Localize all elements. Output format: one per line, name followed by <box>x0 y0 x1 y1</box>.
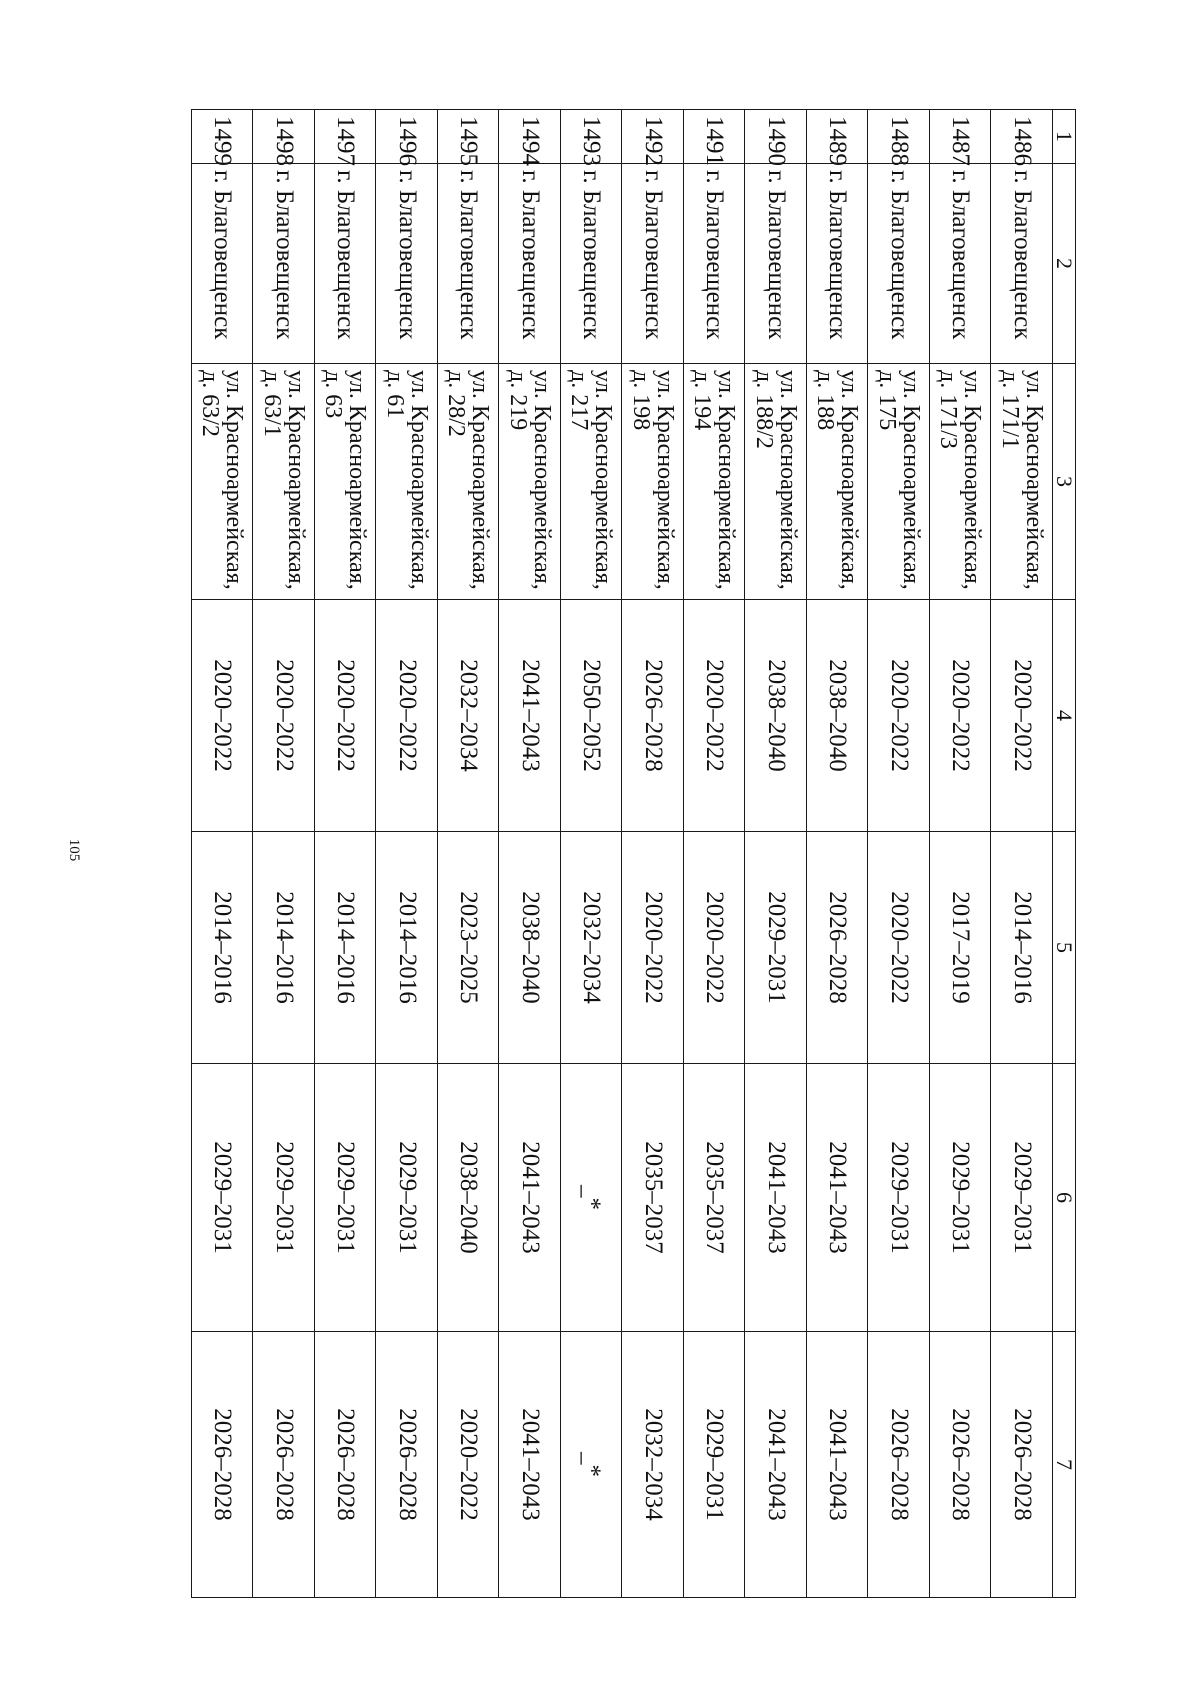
city-cell: г. Благовещенск <box>930 164 992 364</box>
table-row <box>745 110 807 1598</box>
period-col5-cell: 2014–2016 <box>315 832 377 1064</box>
period-col7-cell: 2041–2043 <box>807 1332 869 1598</box>
period-col4-cell: 2026–2028 <box>622 600 684 832</box>
address-cell: ул. Красноармейская, д. 63/2 <box>192 364 254 600</box>
period-col6-cell: 2029–2031 <box>253 1064 315 1332</box>
period-col4-cell: 2020–2022 <box>868 600 930 832</box>
city-cell: г. Благовещенск <box>499 164 561 364</box>
address-cell: ул. Красноармейская, д. 219 <box>499 364 561 600</box>
period-col6-cell: 2038–2040 <box>438 1064 500 1332</box>
city-cell: г. Благовещенск <box>991 164 1053 364</box>
column-header-7: 7 <box>1053 1332 1076 1598</box>
address-cell: ул. Красноармейская, д. 175 <box>868 364 930 600</box>
city-cell: г. Благовещенск <box>561 164 623 364</box>
city-cell: г. Благовещенск <box>376 164 438 364</box>
schedule-table <box>191 109 1076 1598</box>
period-col6-cell: _* <box>561 1064 623 1332</box>
table-row <box>192 110 254 1598</box>
row-number-cell: 1488 <box>868 110 930 164</box>
period-col7-cell: 2041–2043 <box>499 1332 561 1598</box>
period-col7-cell: 2020–2022 <box>438 1332 500 1598</box>
period-col4-cell: 2020–2022 <box>991 600 1053 832</box>
city-cell: г. Благовещенск <box>622 164 684 364</box>
period-col6-cell: 2041–2043 <box>499 1064 561 1332</box>
table-row <box>930 110 992 1598</box>
period-col4-cell: 2038–2040 <box>807 600 869 832</box>
period-col5-cell: 2023–2025 <box>438 832 500 1064</box>
table-row <box>376 110 438 1598</box>
address-cell: ул. Красноармейская, д. 63 <box>315 364 377 600</box>
period-col7-cell: 2026–2028 <box>376 1332 438 1598</box>
row-number-cell: 1489 <box>807 110 869 164</box>
row-number-cell: 1493 <box>561 110 623 164</box>
period-col4-cell: 2038–2040 <box>745 600 807 832</box>
city-cell: г. Благовещенск <box>438 164 500 364</box>
row-number-cell: 1490 <box>745 110 807 164</box>
period-col4-cell: 2020–2022 <box>930 600 992 832</box>
row-number-cell: 1495 <box>438 110 500 164</box>
period-col6-cell: 2029–2031 <box>868 1064 930 1332</box>
period-col5-cell: 2014–2016 <box>253 832 315 1064</box>
column-header-2: 2 <box>1053 164 1076 364</box>
city-cell: г. Благовещенск <box>253 164 315 364</box>
period-col4-cell: 2020–2022 <box>684 600 746 832</box>
row-number-cell: 1492 <box>622 110 684 164</box>
address-cell: ул. Красноармейская, д. 194 <box>684 364 746 600</box>
row-number-cell: 1486 <box>991 110 1053 164</box>
period-col5-cell: 2014–2016 <box>376 832 438 1064</box>
period-col7-cell: _* <box>561 1332 623 1598</box>
period-col5-cell: 2032–2034 <box>561 832 623 1064</box>
address-cell: ул. Красноармейская, д. 198 <box>622 364 684 600</box>
table-row <box>622 110 684 1598</box>
table-row <box>991 110 1053 1598</box>
period-col4-cell: 2020–2022 <box>315 600 377 832</box>
period-col7-cell: 2026–2028 <box>930 1332 992 1598</box>
period-col7-cell: 2026–2028 <box>868 1332 930 1598</box>
column-header-5: 5 <box>1053 832 1076 1064</box>
table-row <box>561 110 623 1598</box>
row-number-cell: 1494 <box>499 110 561 164</box>
period-col4-cell: 2020–2022 <box>376 600 438 832</box>
city-cell: г. Благовещенск <box>192 164 254 364</box>
address-cell: ул. Красноармейская, д. 28/2 <box>438 364 500 600</box>
address-cell: ул. Красноармейская, д. 217 <box>561 364 623 600</box>
address-cell: ул. Красноармейская, д. 61 <box>376 364 438 600</box>
period-col7-cell: 2032–2034 <box>622 1332 684 1598</box>
table-row <box>499 110 561 1598</box>
column-header-1: 1 <box>1053 110 1076 164</box>
period-col4-cell: 2050–2052 <box>561 600 623 832</box>
period-col6-cell: 2029–2031 <box>991 1064 1053 1332</box>
city-cell: г. Благовещенск <box>807 164 869 364</box>
period-col6-cell: 2041–2043 <box>745 1064 807 1332</box>
period-col6-cell: 2029–2031 <box>376 1064 438 1332</box>
row-number-cell: 1487 <box>930 110 992 164</box>
row-number-cell: 1497 <box>315 110 377 164</box>
period-col4-cell: 2020–2022 <box>253 600 315 832</box>
period-col7-cell: 2026–2028 <box>315 1332 377 1598</box>
table-row <box>253 110 315 1598</box>
address-cell: ул. Красноармейская, д. 188 <box>807 364 869 600</box>
period-col7-cell: 2029–2031 <box>684 1332 746 1598</box>
address-cell: ул. Красноармейская, д. 63/1 <box>253 364 315 600</box>
period-col5-cell: 2026–2028 <box>807 832 869 1064</box>
period-col7-cell: 2041–2043 <box>745 1332 807 1598</box>
period-col5-cell: 2029–2031 <box>745 832 807 1064</box>
period-col6-cell: 2035–2037 <box>684 1064 746 1332</box>
city-cell: г. Благовещенск <box>868 164 930 364</box>
period-col6-cell: 2041–2043 <box>807 1064 869 1332</box>
table-row <box>315 110 377 1598</box>
city-cell: г. Благовещенск <box>315 164 377 364</box>
rotated-table-container <box>146 109 1076 1597</box>
column-header-6: 6 <box>1053 1064 1076 1332</box>
period-col5-cell: 2017–2019 <box>930 832 992 1064</box>
row-number-cell: 1498 <box>253 110 315 164</box>
table-row <box>868 110 930 1598</box>
column-header-4: 4 <box>1053 600 1076 832</box>
period-col5-cell: 2014–2016 <box>991 832 1053 1064</box>
period-col5-cell: 2020–2022 <box>622 832 684 1064</box>
table-row <box>438 110 500 1598</box>
period-col4-cell: 2032–2034 <box>438 600 500 832</box>
table-row <box>807 110 869 1598</box>
period-col4-cell: 2020–2022 <box>192 600 254 832</box>
row-number-cell: 1491 <box>684 110 746 164</box>
period-col5-cell: 2020–2022 <box>868 832 930 1064</box>
period-col7-cell: 2026–2028 <box>991 1332 1053 1598</box>
period-col5-cell: 2038–2040 <box>499 832 561 1064</box>
page-number: 105 <box>66 838 82 862</box>
header-row <box>1053 110 1076 1598</box>
address-cell: ул. Красноармейская, д. 171/3 <box>930 364 992 600</box>
city-cell: г. Благовещенск <box>745 164 807 364</box>
period-col5-cell: 2014–2016 <box>192 832 254 1064</box>
period-col6-cell: 2035–2037 <box>622 1064 684 1332</box>
address-cell: ул. Красноармейская, д. 188/2 <box>745 364 807 600</box>
period-col6-cell: 2029–2031 <box>192 1064 254 1332</box>
address-cell: ул. Красноармейская, д. 171/1 <box>991 364 1053 600</box>
table-row <box>684 110 746 1598</box>
row-number-cell: 1499 <box>192 110 254 164</box>
period-col6-cell: 2029–2031 <box>315 1064 377 1332</box>
period-col7-cell: 2026–2028 <box>192 1332 254 1598</box>
period-col5-cell: 2020–2022 <box>684 832 746 1064</box>
city-cell: г. Благовещенск <box>684 164 746 364</box>
column-header-3: 3 <box>1053 364 1076 600</box>
period-col6-cell: 2029–2031 <box>930 1064 992 1332</box>
period-col7-cell: 2026–2028 <box>253 1332 315 1598</box>
row-number-cell: 1496 <box>376 110 438 164</box>
period-col4-cell: 2041–2043 <box>499 600 561 832</box>
